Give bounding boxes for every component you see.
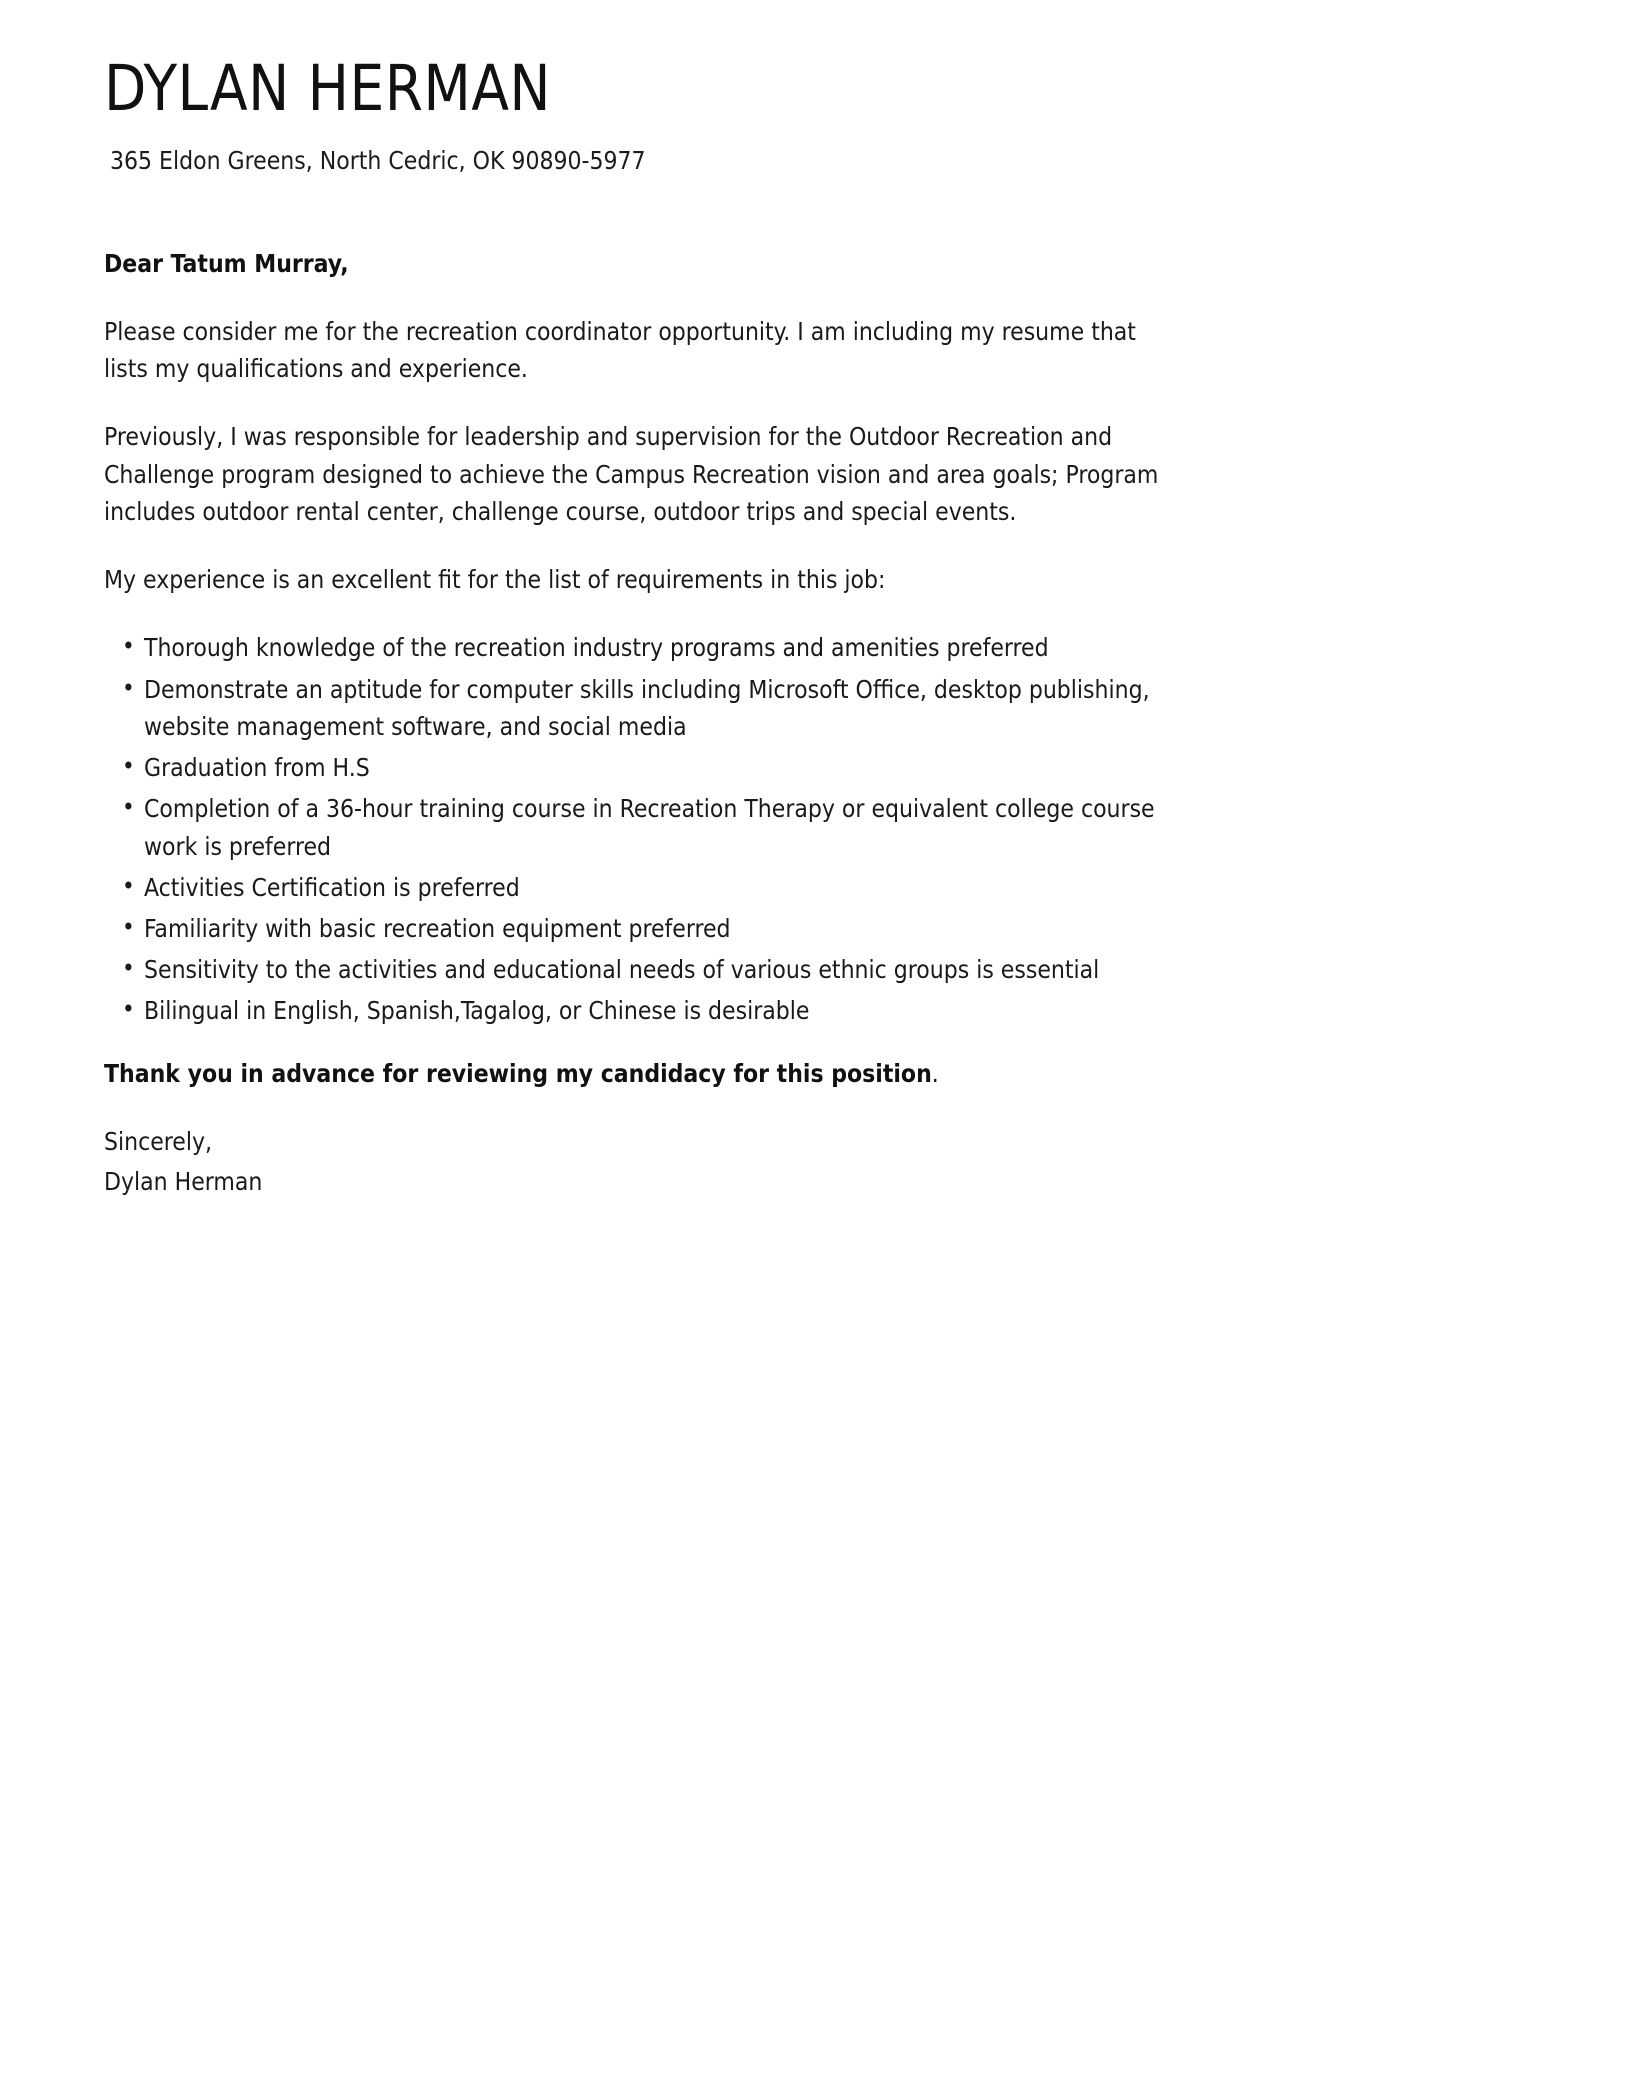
list-item: • Familiarity with basic recreation equipment preferred — [104, 910, 1164, 947]
requirements-list — [104, 629, 1504, 1029]
letter-content — [104, 0, 1504, 1202]
closing-statement-period: . — [931, 1058, 939, 1088]
list-item: • Sensitivity to the activities and educational needs of various ethnic groups is essential — [104, 951, 1164, 988]
paragraph-intro: Please consider me for the recreation coordinator opportunity. I am including my resume that lists my qualifications and experience. — [104, 316, 1136, 384]
list-item: • Graduation from H.S — [104, 749, 1164, 786]
paragraph-experience: Previously, I was responsible for leadership and supervision for the Outdoor Recreation and Challenge program designed to achieve the Campus Recreation vision and area goals; Program includes outdoor rental center, challenge course, outdoor trips and special events. — [104, 422, 1159, 526]
list-item: • Thorough knowledge of the recreation industry programs and amenities preferred — [104, 629, 1164, 666]
list-item: • Demonstrate an aptitude for computer skills including Microsoft Office, desktop publishing, website management software, and social media — [104, 671, 1164, 745]
closing-statement — [104, 1056, 1504, 1093]
paragraph-requirements-lead: My experience is an excellent fit for the list of requirements in this job: — [104, 565, 886, 595]
list-item: • Activities Certification is preferred — [104, 869, 1164, 906]
letter-header — [104, 0, 1504, 178]
applicant-name: DYLAN HERMAN — [104, 52, 552, 125]
letter-body — [104, 178, 1504, 1202]
list-item: • Bilingual in English, Spanish,Tagalog, or Chinese is desirable — [104, 992, 1164, 1029]
signature-name: Dylan Herman — [104, 1167, 263, 1197]
salutation: Dear Tatum Murray, — [104, 249, 349, 279]
applicant-address: 365 Eldon Greens, North Cedric, OK 90890-5977 — [110, 146, 646, 176]
closing-statement-text: Thank you in advance for reviewing my candidacy for this position — [104, 1058, 932, 1088]
signoff-text: Sincerely, — [104, 1127, 213, 1157]
list-item: • Completion of a 36-hour training course in Recreation Therapy or equivalent college course work is preferred — [104, 790, 1164, 864]
signature-block — [104, 1122, 1504, 1202]
